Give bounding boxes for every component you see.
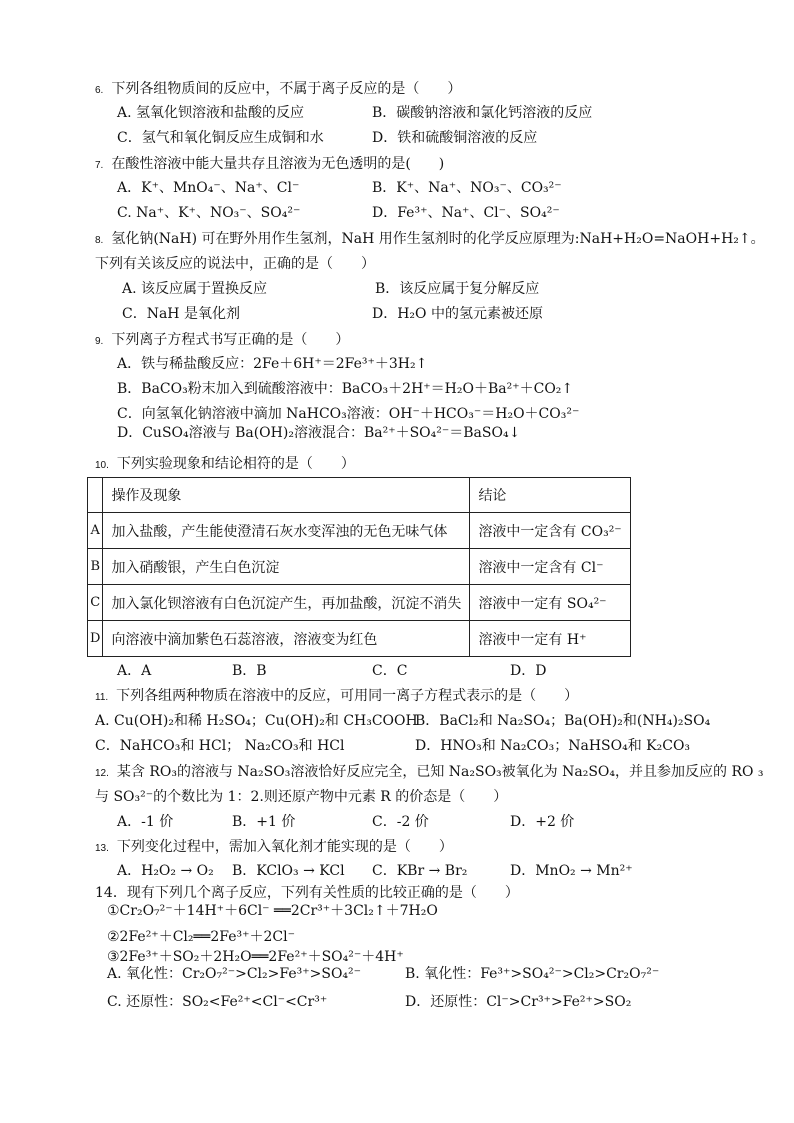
question-12-stem-line2: 与 SO₃²⁻的个数比为 1：2.则还原产物中元素 R 的价态是（ ） (95, 789, 508, 805)
q14-option-a: A. 氧化性：Cr₂O₇²⁻>Cl₂>Fe³⁺>SO₄²⁻ (107, 966, 362, 982)
q10-option-d: D．D (510, 663, 547, 679)
q14-reaction-1: ①Cr₂O₇²⁻＋14H⁺＋6Cl⁻ ══2Cr³⁺＋3Cl₂↑＋7H₂O (107, 903, 438, 919)
q13-option-b: B．KClO₃ → KCl (232, 863, 345, 879)
q8-option-b: B．该反应属于复分解反应 (375, 281, 540, 297)
question-10-stem (95, 455, 355, 475)
question-number: 10. (95, 460, 109, 471)
question-8-stem (95, 230, 765, 250)
question-text: 下列离子方程式书写正确的是（ ） (111, 332, 350, 348)
experiment-table (87, 477, 631, 657)
question-number: 8. (95, 235, 104, 246)
question-text: 某含 RO₃的溶液与 Na₂SO₃溶液恰好反应完全，已知 Na₂SO₃被氧化为 Na₂SO₄，并且参加反应的 RO ₃ (116, 764, 764, 780)
table-cell: C (88, 585, 103, 621)
table-row (88, 585, 631, 621)
table-cell: B (88, 549, 103, 585)
q9-option-b: B．BaCO₃粉末加入到硫酸溶液中：BaCO₃＋2H⁺＝H₂O＋Ba²⁺＋CO₂↑ (117, 381, 574, 397)
q14-option-b: B. 氧化性：Fe³⁺>SO₄²⁻>Cl₂>Cr₂O₇²⁻ (405, 966, 660, 982)
table-cell: 溶液中一定含有 Cl⁻ (470, 549, 630, 585)
q11-option-c: C．NaHCO₃和 HCl； Na₂CO₃和 HCl (95, 738, 345, 754)
q13-option-c: C．KBr → Br₂ (372, 863, 468, 879)
q8-option-c: C．NaH 是氧化剂 (122, 306, 240, 322)
q14-option-c: C. 还原性：SO₂<Fe²⁺<Cl⁻<Cr³⁺ (107, 994, 328, 1010)
q12-option-b: B．+1 价 (232, 814, 296, 830)
q12-option-a: A．-1 价 (117, 814, 174, 830)
q9-option-d: D．CuSO₄溶液与 Ba(OH)₂溶液混合：Ba²⁺＋SO₄²⁻＝BaSO₄↓ (117, 425, 521, 441)
question-number: 6. (95, 85, 104, 96)
q13-option-a: A．H₂O₂ → O₂ (117, 863, 214, 879)
question-text: 现有下列几个离子反应，下列有关性质的比较正确的是（ ） (126, 885, 519, 901)
q11-option-b: B．BaCl₂和 Na₂SO₄；Ba(OH)₂和(NH₄)₂SO₄ (415, 713, 711, 729)
q10-option-b: B．B (232, 663, 267, 679)
question-number: 12. (95, 768, 109, 779)
q6-option-b: B．碳酸钠溶液和氯化钙溶液的反应 (372, 105, 593, 121)
question-8-stem-line2: 下列有关该反应的说法中，正确的是（ ） (95, 256, 375, 272)
q11-option-a: A. Cu(OH)₂和稀 H₂SO₄；Cu(OH)₂和 CH₃COOH (95, 713, 418, 729)
question-number: 11. (95, 692, 109, 703)
question-text: 氢化钠(NaH) 可在野外用作生氢剂，NaH 用作生氢剂时的化学反应原理为:NaH+H₂O=NaOH+H₂↑。 (111, 231, 765, 247)
question-number: 13. (95, 843, 109, 854)
question-14-stem (95, 884, 519, 902)
table-header-cell: 操作及现象 (103, 478, 470, 513)
table-cell: 溶液中一定有 H⁺ (470, 621, 630, 657)
question-12-stem (95, 763, 764, 783)
table-cell: 加入盐酸，产生能使澄清石灰水变浑浊的无色无味气体 (103, 513, 470, 549)
question-9-stem (95, 331, 349, 351)
q6-option-a: A. 氢氧化钡溶液和盐酸的反应 (117, 105, 305, 121)
q6-option-d: D．铁和硫酸铜溶液的反应 (372, 130, 538, 146)
q9-option-a: A．铁与稀盐酸反应：2Fe＋6H⁺＝2Fe³⁺＋3H₂↑ (117, 356, 428, 372)
table-cell: 加入硝酸银，产生白色沉淀 (103, 549, 470, 585)
q10-option-a: A．A (117, 663, 152, 679)
table-cell: A (88, 513, 103, 549)
q7-option-d: D．Fe³⁺、Na⁺、Cl⁻、SO₄²⁻ (372, 205, 560, 221)
table-cell: 向溶液中滴加紫色石蕊溶液，溶液变为红色 (103, 621, 470, 657)
table-cell: 溶液中一定含有 CO₃²⁻ (470, 513, 630, 549)
q14-reaction-3: ③2Fe³⁺＋SO₂＋2H₂O══2Fe²⁺＋SO₄²⁻＋4H⁺ (107, 949, 404, 965)
q7-option-c: C. Na⁺、K⁺、NO₃⁻、SO₄²⁻ (117, 205, 301, 221)
question-number: 14． (95, 885, 127, 901)
question-text: 下列实验现象和结论相符的是（ ） (116, 456, 355, 472)
question-text: 下列各组两种物质在溶液中的反应，可用同一离子方程式表示的是（ ） (116, 688, 579, 704)
table-row (88, 621, 631, 657)
q8-option-d: D．H₂O 中的氢元素被还原 (372, 306, 543, 322)
table-row (88, 513, 631, 549)
question-7-stem (95, 155, 444, 175)
q10-option-c: C．C (372, 663, 408, 679)
table-cell: 加入氯化钡溶液有白色沉淀产生，再加盐酸，沉淀不消失 (103, 585, 470, 621)
question-6-stem (95, 80, 461, 100)
q12-option-d: D．+2 价 (510, 814, 575, 830)
table-row (88, 549, 631, 585)
table-header-row (88, 478, 631, 513)
question-text: 下列变化过程中，需加入氧化剂才能实现的是（ ） (116, 839, 453, 855)
q11-option-d: D．HNO₃和 Na₂CO₃；NaHSO₄和 K₂CO₃ (415, 738, 691, 754)
table-cell: D (88, 621, 103, 657)
question-11-stem (95, 687, 578, 707)
question-text: 在酸性溶液中能大量共存且溶液为无色透明的是( ) (111, 156, 445, 172)
q13-option-d: D．MnO₂ → Mn²⁺ (510, 863, 633, 879)
q7-option-a: A．K⁺、MnO₄⁻、Na⁺、Cl⁻ (117, 180, 300, 196)
q8-option-a: A. 该反应属于置换反应 (122, 281, 268, 297)
q14-reaction-2: ②2Fe²⁺＋Cl₂══2Fe³⁺＋2Cl⁻ (107, 929, 295, 945)
question-13-stem (95, 838, 453, 858)
q14-option-d: D．还原性：Cl⁻>Cr³⁺>Fe²⁺>SO₂ (405, 994, 632, 1010)
table-header-cell: 结论 (470, 478, 630, 513)
q12-option-c: C．-2 价 (372, 814, 429, 830)
question-number: 7. (95, 160, 104, 171)
table-cell: 溶液中一定有 SO₄²⁻ (470, 585, 630, 621)
q7-option-b: B．K⁺、Na⁺、NO₃⁻、CO₃²⁻ (372, 180, 562, 196)
question-number: 9. (95, 336, 104, 347)
q9-option-c: C．向氢氧化钠溶液中滴加 NaHCO₃溶液：OH⁻＋HCO₃⁻＝H₂O＋CO₃²⁻ (117, 406, 580, 422)
table-header-cell (88, 478, 103, 513)
question-text: 下列各组物质间的反应中，不属于离子反应的是（ ） (111, 81, 462, 97)
q6-option-c: C．氢气和氧化铜反应生成铜和水 (117, 130, 324, 146)
